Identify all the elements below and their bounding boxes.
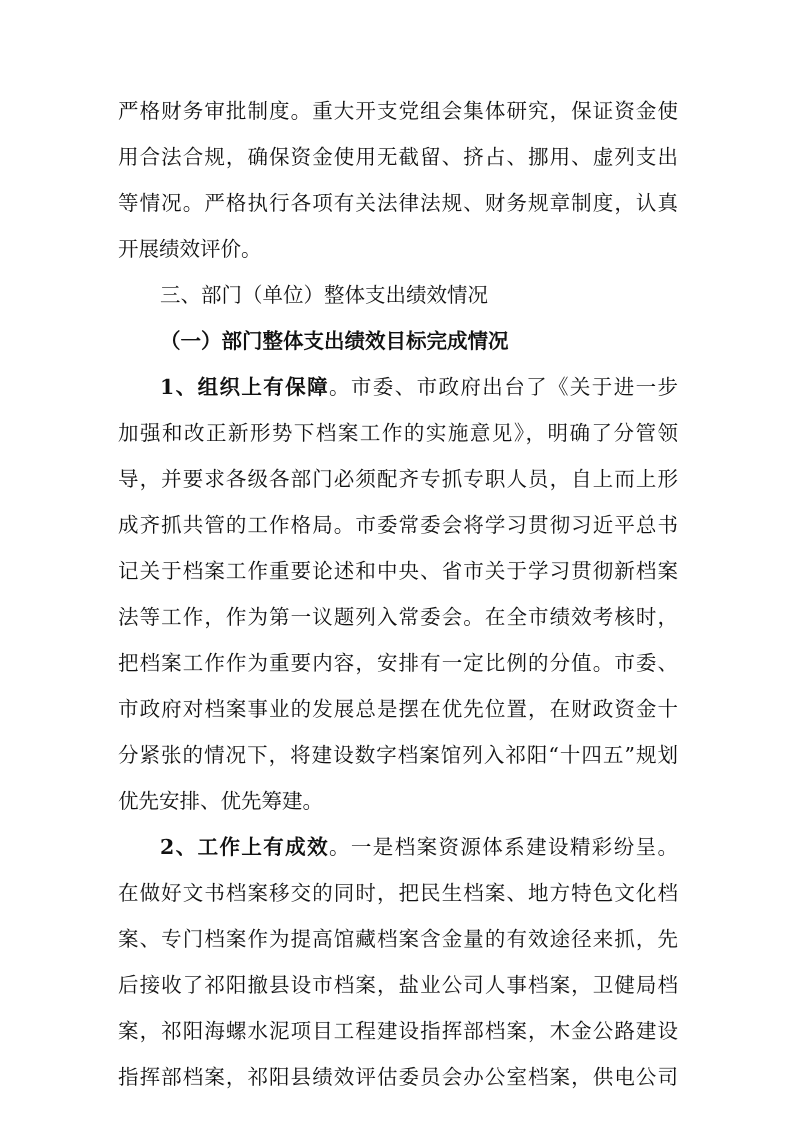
section-heading: 三、部门（单位）整体支出绩效情况: [160, 283, 488, 307]
paragraph-line: 记关于档案工作重要论述和中央、省市关于学习贯彻新档案: [118, 559, 678, 583]
paragraph-line: 成齐抓共管的工作格局。市委常委会将学习贯彻习近平总书: [118, 513, 678, 537]
paragraph-line: 法等工作，作为第一议题列入常委会。在全市绩效考核时，: [118, 605, 678, 629]
paragraph-line: 市政府对档案事业的发展总是摆在优先位置，在财政资金十: [118, 697, 678, 721]
paragraph-line: 后接收了祁阳撤县设市档案，盐业公司人事档案，卫健局档: [118, 973, 678, 997]
paragraph-line: 分紧张的情况下，将建设数字档案馆列入祁阳“十四五”规划: [118, 743, 678, 767]
paragraph-line: 开展绩效评价。: [118, 237, 262, 261]
paragraph-line: 用合法合规，确保资金使用无截留、挤占、挪用、虚列支出: [118, 145, 678, 169]
item-title: 2、工作上有成效: [160, 835, 329, 859]
paragraph-line: 导，并要求各级各部门必须配齐专抓专职人员，自上而上形: [118, 467, 678, 491]
subsection-heading: （一）部门整体支出绩效目标完成情况: [160, 329, 509, 353]
paragraph-line: 优先安排、优先筹建。: [118, 789, 323, 813]
paragraph-line: 案、专门档案作为提高馆藏档案含金量的有效途径来抓，先: [118, 927, 678, 951]
paragraph-line: 等情况。严格执行各项有关法律法规、财务规章制度，认真: [118, 191, 678, 215]
item-title: 1、组织上有保障: [160, 375, 329, 399]
paragraph-line: 案，祁阳海螺水泥项目工程建设指挥部档案，木金公路建设: [118, 1019, 678, 1043]
paragraph-line: 在做好文书档案移交的同时，把民生档案、地方特色文化档: [118, 881, 678, 905]
paragraph-first-line: 1、组织上有保障。市委、市政府出台了《关于进一步: [160, 375, 679, 399]
paragraph-line: 加强和改正新形势下档案工作的实施意见》，明确了分管领: [118, 421, 678, 445]
paragraph-first-line: 2、工作上有成效。一是档案资源体系建设精彩纷呈。: [160, 835, 679, 859]
paragraph-line: 把档案工作作为重要内容，安排有一定比例的分值。市委、: [118, 651, 678, 675]
paragraph-line: 严格财务审批制度。重大开支党组会集体研究，保证资金使: [118, 99, 678, 123]
paragraph-line: 指挥部档案，祁阳县绩效评估委员会办公室档案，供电公司: [118, 1065, 678, 1089]
